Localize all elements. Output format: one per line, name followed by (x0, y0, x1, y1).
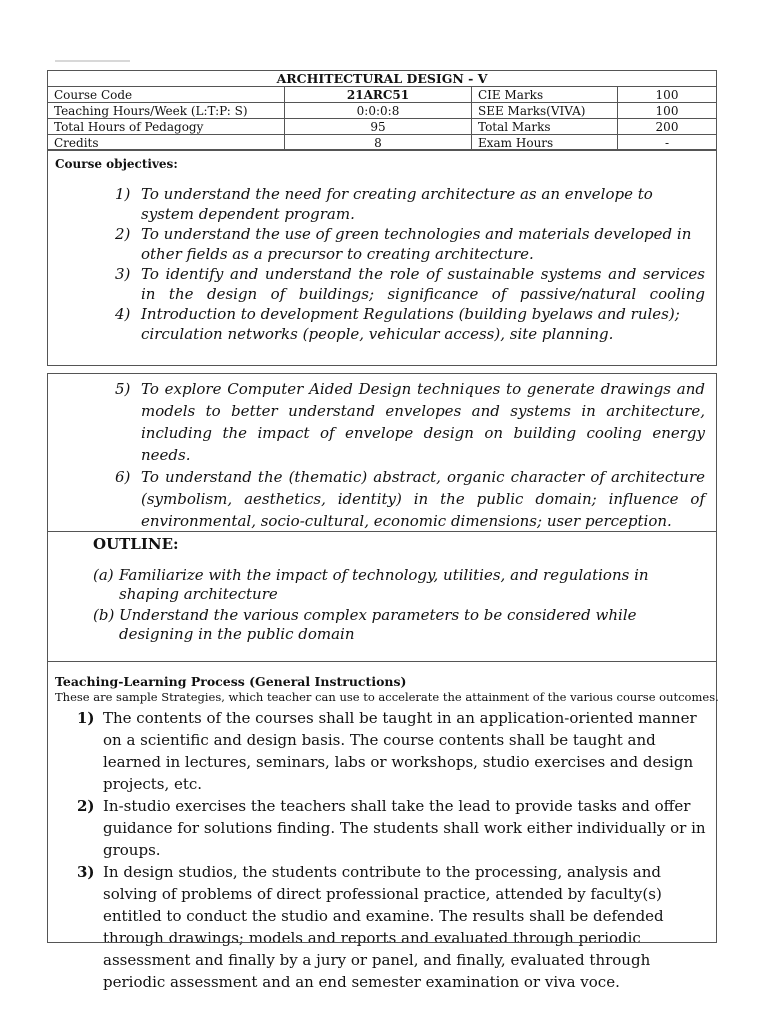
list-item (115, 264, 705, 304)
section-divider (47, 661, 717, 662)
objectives-heading: Course objectives: (55, 157, 178, 171)
row-value: 95 (285, 119, 472, 135)
item-text: Familiarize with the impact of technology, utilities, and regulations in shaping architecture (119, 566, 649, 603)
outline-list (93, 566, 693, 646)
list-item (115, 184, 705, 224)
item-text: To identify and understand the role of sustainable systems and services in the design of buildings; significance of passive/natural cooling (141, 265, 705, 303)
item-number: 2) (115, 225, 131, 243)
row-value: 21ARC51 (285, 87, 472, 103)
list-item (77, 707, 717, 795)
table-row (48, 119, 717, 135)
list-item (93, 566, 693, 604)
row-value: 100 (618, 87, 717, 103)
row-label: Total Hours of Pedagogy (48, 119, 285, 135)
item-text: To explore Computer Aided Design techniques to generate drawings and models to better understand envelopes and systems in architecture, including the impact of envelope design on building cooling energy needs. (141, 380, 705, 464)
objectives-list-1 (115, 184, 705, 344)
list-item (77, 795, 717, 861)
row-value: 100 (618, 103, 717, 119)
row-value: 200 (618, 119, 717, 135)
row-label: SEE Marks(VIVA) (472, 103, 618, 119)
list-item (115, 304, 705, 344)
objectives-list-2 (115, 378, 705, 532)
table-row (48, 87, 717, 103)
row-label: Total Marks (472, 119, 618, 135)
list-item (115, 224, 705, 264)
item-number: (a) (93, 566, 114, 584)
course-title: ARCHITECTURAL DESIGN - V (48, 71, 717, 87)
item-text: In-studio exercises the teachers shall take the lead to provide tasks and offer guidance for solutions finding. The students shall work either individually or in groups. (103, 797, 706, 859)
item-text: To understand the need for creating architecture as an envelope to system dependent program. (141, 185, 653, 223)
row-value: 8 (285, 135, 472, 151)
row-value: 0:0:0:8 (285, 103, 472, 119)
item-text: To understand the (thematic) abstract, organic character of architecture (symbolism, aesthetics, identity) in the public domain; influence of environmental, socio-cultural, economic dimensions; user perception. (141, 468, 705, 530)
item-text: To understand the use of green technologies and materials developed in other fields as a precursor to creating architecture. (141, 225, 692, 263)
section-divider (47, 531, 717, 532)
list-item (93, 606, 693, 644)
table-title-row (48, 71, 717, 87)
item-text: Introduction to development Regulations (building byelaws and rules); circulation networks (people, vehicular access), site planning. (141, 305, 680, 343)
item-number: 1) (77, 709, 95, 727)
row-label: CIE Marks (472, 87, 618, 103)
item-number: 6) (115, 468, 131, 486)
item-text: Understand the various complex parameters to be considered while designing in the public domain (119, 606, 637, 643)
item-number: 3) (77, 863, 95, 881)
course-info-table (47, 70, 717, 151)
row-value: - (618, 135, 717, 151)
teaching-subheading: These are sample Strategies, which teacher can use to accelerate the attainment of the various course outcomes. (55, 690, 719, 704)
row-label: Credits (48, 135, 285, 151)
list-item (115, 466, 705, 532)
list-item (115, 378, 705, 466)
item-text: The contents of the courses shall be taught in an application-oriented manner on a scientific and design basis. The course contents shall be taught and learned in lectures, seminars, labs or workshops, studio exercises and design projects, etc. (103, 709, 697, 793)
item-number: 4) (115, 305, 131, 323)
item-number: 3) (115, 265, 131, 283)
item-text: In design studios, the students contribute to the processing, analysis and solving of problems of direct professional practice, attended by faculty(s) entitled to conduct the studio and examine. The results shall be defended through drawings; models and reports and evaluated through periodic assessment and finally by a jury or panel, and finally, evaluated through periodic assessment and an end semester examination or viva voce. (103, 863, 664, 991)
teaching-heading: Teaching-Learning Process (General Instructions) (55, 674, 407, 689)
row-label: Exam Hours (472, 135, 618, 151)
row-label: Course Code (48, 87, 285, 103)
item-number: 1) (115, 185, 131, 203)
row-label: Teaching Hours/Week (L:T:P: S) (48, 103, 285, 119)
outline-heading: OUTLINE: (93, 535, 179, 553)
teaching-list (77, 707, 717, 993)
item-number: 2) (77, 797, 95, 815)
list-item (77, 861, 717, 993)
page-header-remnant (55, 60, 130, 62)
item-number: (b) (93, 606, 115, 624)
table-row (48, 103, 717, 119)
item-number: 5) (115, 380, 131, 398)
section-divider (47, 942, 717, 943)
